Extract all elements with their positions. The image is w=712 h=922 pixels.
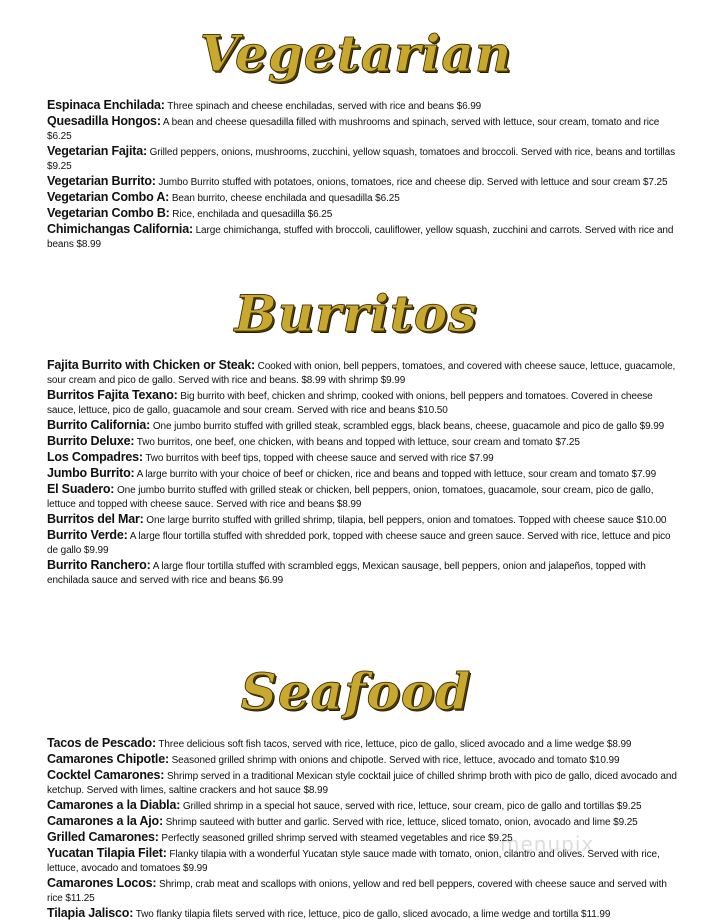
menu-item (47, 206, 677, 222)
menu-item-description: Shrimp sauteed with butter and garlic. Served with rice, lettuce, sliced tomato, onion, avocado and lime $9.25 (162, 817, 638, 828)
menu-item-name: Espinaca Enchilada: (47, 98, 165, 112)
menu-item-name: Camarones a la Diabla: (47, 798, 181, 812)
menu-item (47, 98, 677, 114)
menu-item (47, 418, 677, 434)
menupix-watermark: menupix (500, 832, 595, 856)
menu-item-description: Three spinach and cheese enchiladas, served with rice and beans $6.99 (164, 101, 482, 112)
menu-item-description: Three delicious soft fish tacos, served with rice, lettuce, pico de gallo, sliced avocado and a lime wedge $8.99 (155, 739, 632, 750)
menu-item-name: Los Compadres: (47, 450, 143, 464)
menu-item-description: Rice, enchilada and quesadilla $6.25 (169, 209, 333, 220)
menu-item (47, 528, 677, 558)
menu-item-description: Two burritos, one beef, one chicken, with beans and topped with lettuce, sour cream and tomato $7.25 (134, 437, 580, 448)
seafood-section (47, 736, 677, 922)
menu-item-name: Vegetarian Fajita: (47, 144, 147, 158)
menu-item-name: Quesadilla Hongos: (47, 114, 161, 128)
menu-item (47, 798, 677, 814)
menu-item-description: Shrimp served in a traditional Mexican style cocktail juice of chilled shrimp broth with pico de gallo, diced avocado and ketchup. Served with limes, saltine crackers and hot sauce $8.99 (47, 771, 677, 796)
menu-item (47, 434, 677, 450)
menu-item-description: Large chimichanga, stuffed with broccoli, cauliflower, yellow squash, zucchini and carrots. Served with rice and beans $8.99 (47, 225, 674, 250)
menu-item (47, 814, 677, 830)
menu-item-name: Vegetarian Combo A: (47, 190, 170, 204)
menu-item (47, 450, 677, 466)
menu-item (47, 114, 677, 144)
menu-item-name: Cocktel Camarones: (47, 768, 165, 782)
menu-item-description: One jumbo burrito stuffed with grilled steak or chicken, bell peppers, onion, tomatoes, guacamole, sour cream, pico de gallo, lettuce and topped with cheese sauce. Served with rice and beans $8.99 (47, 485, 654, 510)
menu-item-name: Grilled Camarones: (47, 830, 159, 844)
menu-item (47, 482, 677, 512)
menu-item (47, 876, 677, 906)
menu-item-description: One jumbo burrito stuffed with grilled steak, scrambled eggs, black beans, cheese, guacamole and pico de gallo $9.99 (150, 421, 665, 432)
menu-item-name: Camarones a la Ajo: (47, 814, 163, 828)
menu-item-description: Two flanky tilapia filets served with rice, lettuce, pico de gallo, sliced avocado, a lime wedge and tortilla $11.99 (133, 909, 611, 920)
menu-item-name: Burrito Ranchero: (47, 558, 151, 572)
menu-item (47, 358, 677, 388)
menu-item (47, 906, 677, 922)
menu-item (47, 768, 677, 798)
menu-item-description: One large burrito stuffed with grilled shrimp, tilapia, bell peppers, onion and tomatoes. Topped with cheese sauce $10.00 (143, 515, 667, 526)
menu-item-name: Burrito Deluxe: (47, 434, 135, 448)
vegetarian-heading: Vegetarian (199, 24, 513, 83)
menu-item-description: Perfectly seasoned grilled shrimp served with steamed vegetables and rice $9.25 (158, 833, 513, 844)
menu-item-name: Fajita Burrito with Chicken or Steak: (47, 358, 255, 372)
menu-item-description: Two burritos with beef tips, topped with cheese sauce and served with rice $7.99 (142, 453, 494, 464)
vegetarian-section (47, 98, 677, 252)
menu-item-description: Grilled peppers, onions, mushrooms, zucchini, yellow squash, tomatoes and broccoli. Served with rice, beans and tortillas $9.25 (47, 147, 675, 172)
menu-item-description: Flanky tilapia with a wonderful Yucatan style sauce made with tomato, onion, cilantro and olives. Served with rice, lettuce, avocado and tomatoes $9.99 (47, 849, 660, 874)
menu-item-name: Chimichangas California: (47, 222, 193, 236)
menu-item-name: Tilapia Jalisco: (47, 906, 134, 920)
menu-item (47, 752, 677, 768)
menu-item-name: Burrito Verde: (47, 528, 128, 542)
seafood-heading: Seafood (240, 662, 472, 721)
menu-item-description: A large flour tortilla stuffed with shredded pork, topped with cheese sauce and green sauce. Served with rice, lettuce and pico de gallo $9.99 (47, 531, 671, 556)
menu-item (47, 466, 677, 482)
menu-item-description: A large flour tortilla stuffed with scrambled eggs, Mexican sausage, bell peppers, onion and jalapeños, topped with enchilada sauce and served with rice and beans $6.99 (47, 561, 646, 586)
menu-item-description: Seasoned grilled shrimp with onions and chipotle. Served with rice, lettuce, avocado and tomato $10.99 (168, 755, 620, 766)
menu-item-description: A large burrito with your choice of beef or chicken, rice and beans and topped with lettuce, sour cream and tomato $7.99 (134, 469, 657, 480)
menu-item-name: El Suadero: (47, 482, 115, 496)
menu-item-name: Vegetarian Burrito: (47, 174, 156, 188)
menu-item-description: Jumbo Burrito stuffed with potatoes, onions, tomatoes, rice and cheese dip. Served with lettuce and sour cream $7.25 (155, 177, 668, 188)
menu-item (47, 388, 677, 418)
menu-item-name: Vegetarian Combo B: (47, 206, 170, 220)
menu-item-name: Tacos de Pescado: (47, 736, 156, 750)
menu-item (47, 174, 677, 190)
menu-item-description: Grilled shrimp in a special hot sauce, served with rice, lettuce, sour cream, pico de gallo and tortillas $9.25 (180, 801, 642, 812)
menu-item-name: Burritos del Mar: (47, 512, 144, 526)
menu-item-description: Shrimp, crab meat and scallops with onions, yellow and red bell peppers, covered with cheese sauce and served with rice $11.25 (47, 879, 667, 904)
menu-item-description: A bean and cheese quesadilla filled with mushrooms and spinach, served with lettuce, sour cream, tomato and rice $6.25 (47, 117, 660, 142)
menu-item-name: Burrito California: (47, 418, 151, 432)
menu-item-name: Camarones Locos: (47, 876, 157, 890)
menu-item (47, 144, 677, 174)
menu-item-name: Burritos Fajita Texano: (47, 388, 178, 402)
menu-item-name: Jumbo Burrito: (47, 466, 135, 480)
burritos-section (47, 358, 677, 588)
menu-item-description: Big burrito with beef, chicken and shrimp, cooked with onions, bell peppers and tomatoes. Covered in cheese sauce, lettuce, pico de gallo, guacamole and sour cream. Served with rice and beans $10.50 (47, 391, 653, 416)
menu-item-description: Bean burrito, cheese enchilada and quesadilla $6.25 (169, 193, 400, 204)
menu-item (47, 190, 677, 206)
menu-item-name: Camarones Chipotle: (47, 752, 169, 766)
menu-item-name: Yucatan Tilapia Filet: (47, 846, 167, 860)
menu-item (47, 512, 677, 528)
menu-item-description: Cooked with onion, bell peppers, tomatoes, and covered with cheese sauce, lettuce, guacamole, sour cream and pico de gallo. Served with rice and beans. $8.99 with shrimp $9.99 (47, 361, 676, 386)
menu-item (47, 558, 677, 588)
menu-item (47, 736, 677, 752)
burritos-heading: Burritos (234, 284, 478, 343)
menu-item (47, 222, 677, 252)
